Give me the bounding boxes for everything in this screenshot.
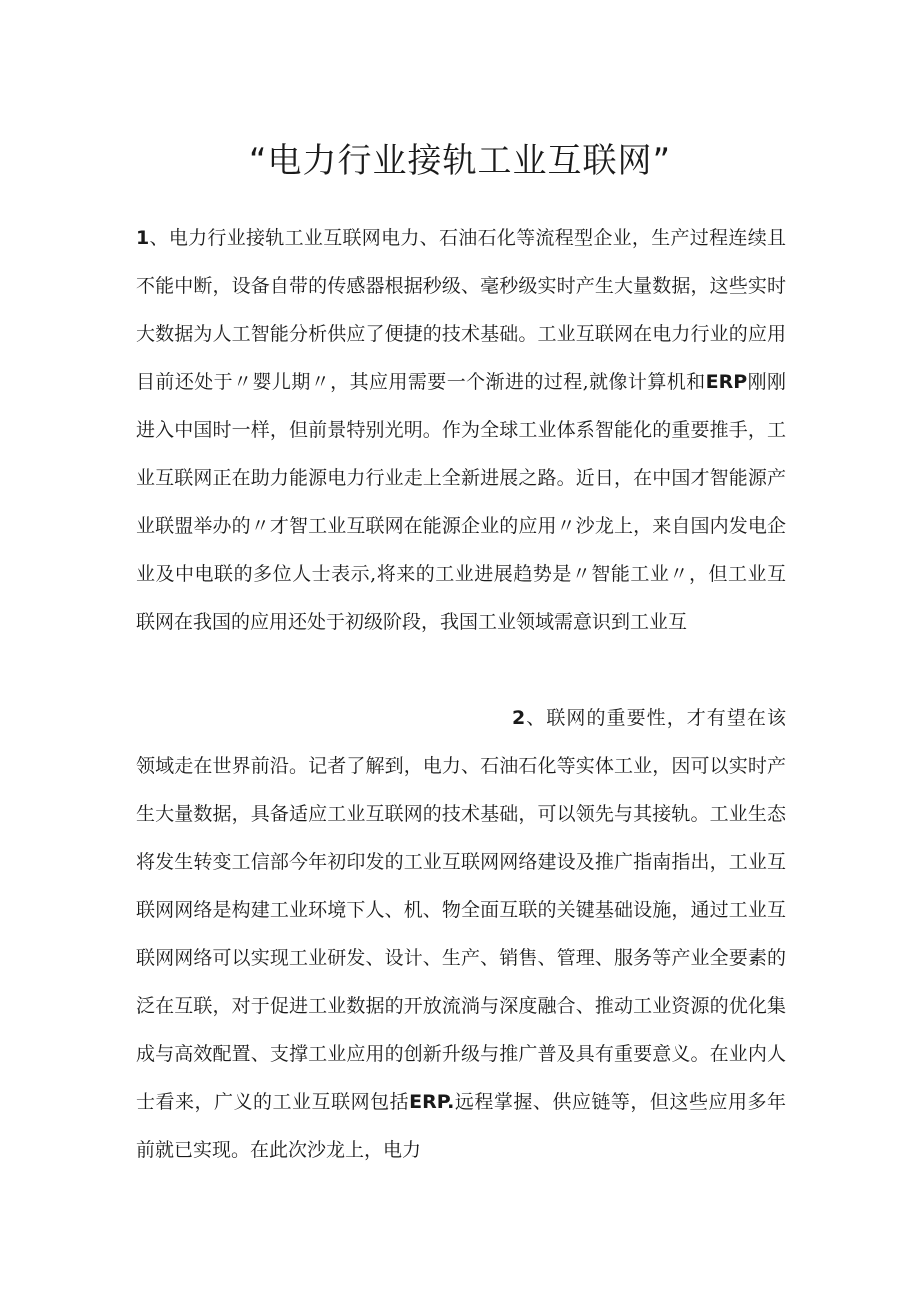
document-title: “电力行业接轨工业互联网” — [248, 141, 672, 181]
section-number-2: 2 — [512, 707, 526, 729]
section-number-1: 1 — [136, 227, 150, 249]
paragraph-2-text-b: 远程掌握、供应链等，但这些应用多年前就已实现。在此次沙龙上，电力 — [136, 1091, 786, 1161]
paragraph-2-text-a: 、联网的重要性，才有望在该领域走在世界前沿。记者了解到，电力、石油石化等实体工业，因可以实时产生大量数据，具备适应工业互联网的技术基础，可以领先与其接轨。工业生态将发生转变工信部今年初印发的工业互联网网络建设及推广指南指出，工业互联网网络是构建工业环境下人、机、物全面互联的关键基础设施，通过工业互联网网络可以实现工业研发、设计、生产、销售、管理、服务等产业全要素的泛在互联，对于促进工业数据的开放流淌与深度融合、推动工业资源的优化集成与高效配置、支撑工业应用的创新升级与推广普及具有重要意义。在业内人士看来，广义的工业互联网包括 — [136, 707, 786, 1113]
paragraph-1 — [136, 214, 786, 646]
paragraph-2-abbr: ERP. — [409, 1091, 455, 1113]
paragraph-1-abbr: ERP — [705, 371, 748, 393]
paragraph-2 — [136, 694, 786, 1174]
paragraph-1-text-a: 、电力行业接轨工业互联网电力、石油石化等流程型企业，生产过程连续且不能中断，设备自带的传感器根据秒级、毫秒级实时产生大量数据，这些实时大数据为人工智能分析供应了便捷的技术基础。工业互联网在电力行业的应用目前还处于〃婴儿期〃，其应用需要一个渐进的过程,就像计算机和 — [136, 227, 786, 393]
paragraph-1-text-b: 刚刚进入中国时一样，但前景特别光明。作为全球工业体系智能化的重要推手，工业互联网正在助力能源电力行业走上全新进展之路。近日，在中国才智能源产业联盟举办的〃才智工业互联网在能源企业的应用〃沙龙上，来自国内发电企业及中电联的多位人士表示,将来的工业进展趋势是〃智能工业〃，但工业互联网在我国的应用还处于初级阶段，我国工业领域需意识到工业互 — [136, 371, 786, 633]
